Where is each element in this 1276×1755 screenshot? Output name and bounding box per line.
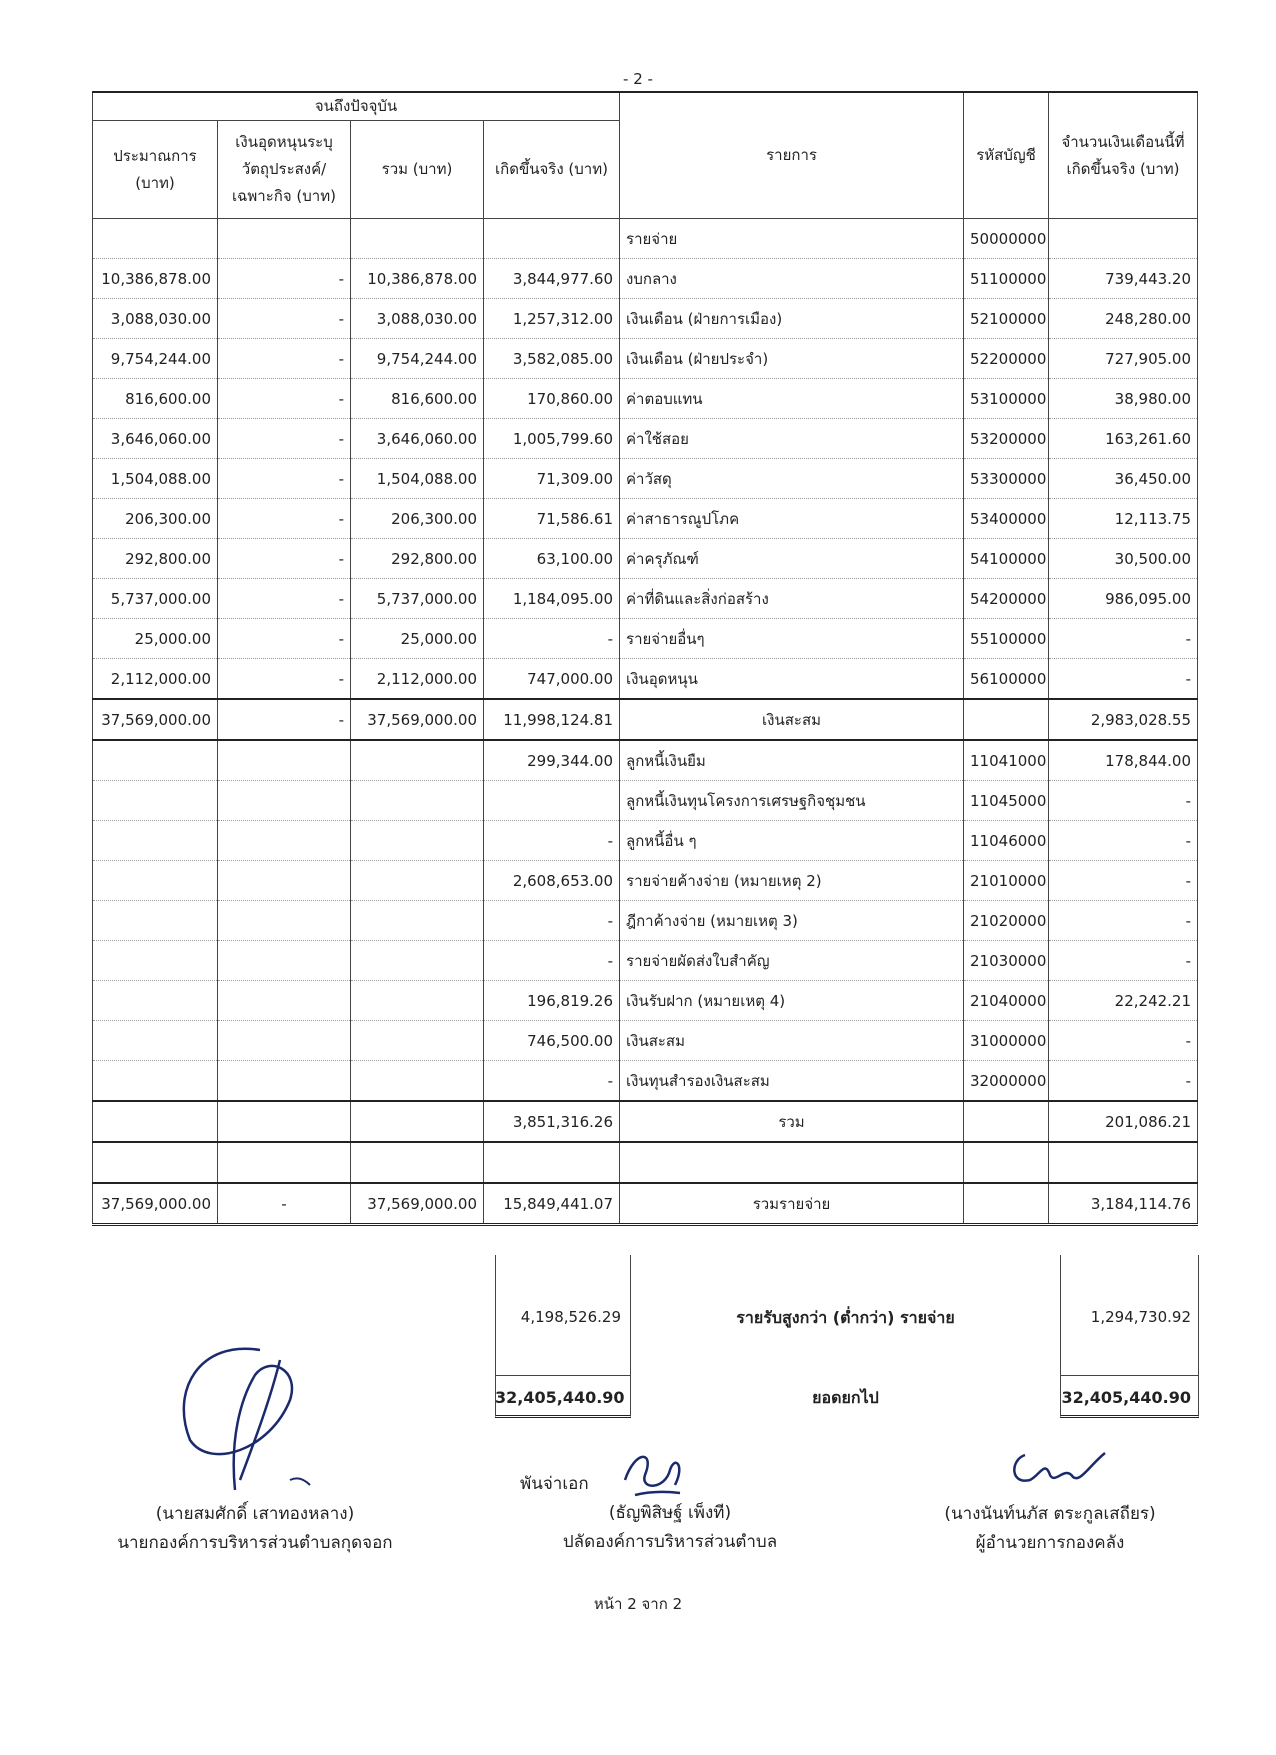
table-cell: 1,504,088.00 bbox=[93, 459, 218, 499]
table-cell: ลูกหนี้อื่น ๆ bbox=[620, 821, 964, 861]
table-cell: 299,344.00 bbox=[484, 740, 620, 781]
table-cell: - bbox=[218, 459, 351, 499]
empty-cell bbox=[93, 1101, 218, 1142]
table-cell: 54100000 bbox=[964, 539, 1049, 579]
table-cell: 3,088,030.00 bbox=[93, 299, 218, 339]
table-cell: 53100000 bbox=[964, 379, 1049, 419]
table-cell: 986,095.00 bbox=[1049, 579, 1198, 619]
table-cell: - bbox=[484, 619, 620, 659]
signature-mark-3 bbox=[1005, 1445, 1115, 1495]
table-cell: - bbox=[1049, 1021, 1198, 1061]
table-cell: ค่าใช้สอย bbox=[620, 419, 964, 459]
signer-2-title: ปลัดองค์การบริหารส่วนตำบล bbox=[562, 1531, 778, 1552]
table-cell: 3,646,060.00 bbox=[93, 419, 218, 459]
header-total: รวม (บาท) bbox=[351, 121, 484, 219]
signature-block-2 bbox=[500, 1470, 840, 1557]
empty-cell bbox=[93, 781, 218, 821]
table-cell: 727,905.00 bbox=[1049, 339, 1198, 379]
table-cell: 71,309.00 bbox=[484, 459, 620, 499]
table-cell: 21030000 bbox=[964, 941, 1049, 981]
table-cell: 11041000 bbox=[964, 740, 1049, 781]
table-cell: 31000000 bbox=[964, 1021, 1049, 1061]
table-cell: เงินทุนสำรองเงินสะสม bbox=[620, 1061, 964, 1102]
table-cell: 9,754,244.00 bbox=[93, 339, 218, 379]
table-cell: - bbox=[1049, 619, 1198, 659]
empty-cell bbox=[93, 219, 218, 259]
expense-table bbox=[92, 91, 1198, 1226]
table-row bbox=[93, 861, 1198, 901]
table-cell: 163,261.60 bbox=[1049, 419, 1198, 459]
table-cell: เงินเดือน (ฝ่ายการเมือง) bbox=[620, 299, 964, 339]
table-cell: 11,998,124.81 bbox=[484, 699, 620, 740]
table-cell: - bbox=[484, 821, 620, 861]
table-cell: ฎีกาค้างจ่าย (หมายเหตุ 3) bbox=[620, 901, 964, 941]
empty-cell bbox=[218, 1021, 351, 1061]
grand-total-row bbox=[93, 1183, 1198, 1225]
empty-cell bbox=[93, 861, 218, 901]
header-item: รายการ bbox=[620, 92, 964, 219]
table-cell: ค่าครุภัณฑ์ bbox=[620, 539, 964, 579]
table-cell: - bbox=[218, 659, 351, 700]
table-cell: เงินสะสม bbox=[620, 1021, 964, 1061]
table-row bbox=[93, 781, 1198, 821]
table-cell: รายจ่ายผัดส่งใบสำคัญ bbox=[620, 941, 964, 981]
table-cell: เงินเดือน (ฝ่ายประจำ) bbox=[620, 339, 964, 379]
table-cell: เงินสะสม bbox=[620, 699, 964, 740]
table-cell: 37,569,000.00 bbox=[351, 699, 484, 740]
table-cell: - bbox=[218, 259, 351, 299]
signature-block-3 bbox=[880, 1500, 1220, 1558]
table-cell: 53400000 bbox=[964, 499, 1049, 539]
empty-cell bbox=[351, 1061, 484, 1102]
surplus-month: 1,294,730.92 bbox=[1090, 1308, 1191, 1326]
table-cell: 51100000 bbox=[964, 259, 1049, 299]
empty-cell bbox=[218, 861, 351, 901]
empty-cell bbox=[93, 941, 218, 981]
table-cell: 3,646,060.00 bbox=[351, 419, 484, 459]
empty-cell bbox=[93, 1061, 218, 1102]
table-cell: 1,184,095.00 bbox=[484, 579, 620, 619]
empty-cell bbox=[93, 1142, 218, 1183]
empty-cell bbox=[484, 781, 620, 821]
table-cell: 54200000 bbox=[964, 579, 1049, 619]
table-cell: - bbox=[218, 539, 351, 579]
table-cell: 178,844.00 bbox=[1049, 740, 1198, 781]
table-row bbox=[93, 740, 1198, 781]
table-cell: 52100000 bbox=[964, 299, 1049, 339]
table-row bbox=[93, 379, 1198, 419]
table-cell: 10,386,878.00 bbox=[93, 259, 218, 299]
table-cell: 21020000 bbox=[964, 901, 1049, 941]
table-cell: 1,504,088.00 bbox=[351, 459, 484, 499]
table-cell: 170,860.00 bbox=[484, 379, 620, 419]
signer-2-name: (ธัญพิสิษฐ์ เพ็งที) bbox=[608, 1502, 732, 1523]
table-cell: 15,849,441.07 bbox=[484, 1183, 620, 1225]
table-cell: รวม bbox=[620, 1101, 964, 1142]
table-cell: 1,005,799.60 bbox=[484, 419, 620, 459]
table-cell: 201,086.21 bbox=[1049, 1101, 1198, 1142]
table-cell: 37,569,000.00 bbox=[351, 1183, 484, 1225]
table-cell: - bbox=[484, 901, 620, 941]
expense-heading-row bbox=[93, 219, 1198, 259]
empty-cell bbox=[351, 821, 484, 861]
table-cell: - bbox=[218, 699, 351, 740]
table-cell: - bbox=[218, 339, 351, 379]
empty-cell bbox=[93, 901, 218, 941]
table-cell: 12,113.75 bbox=[1049, 499, 1198, 539]
page-number: - 2 - bbox=[623, 70, 653, 88]
table-row bbox=[93, 419, 1198, 459]
table-cell: 292,800.00 bbox=[93, 539, 218, 579]
table-cell: ลูกหนี้เงินทุนโครงการเศรษฐกิจชุมชน bbox=[620, 781, 964, 821]
header-estimate: ประมาณการ (บาท) bbox=[93, 121, 218, 219]
signer-3-title: ผู้อำนวยการกองคลัง bbox=[975, 1532, 1125, 1553]
signature-mark-1 bbox=[160, 1330, 340, 1500]
table-row bbox=[93, 499, 1198, 539]
table-cell: 71,586.61 bbox=[484, 499, 620, 539]
empty-cell bbox=[964, 1183, 1049, 1225]
empty-cell bbox=[351, 1101, 484, 1142]
empty-cell bbox=[93, 740, 218, 781]
table-row bbox=[93, 901, 1198, 941]
table-row bbox=[93, 941, 1198, 981]
table-cell: 25,000.00 bbox=[93, 619, 218, 659]
table-cell: 248,280.00 bbox=[1049, 299, 1198, 339]
table-cell: 5,737,000.00 bbox=[93, 579, 218, 619]
empty-cell bbox=[93, 1021, 218, 1061]
empty-cell bbox=[93, 821, 218, 861]
table-cell: 25,000.00 bbox=[351, 619, 484, 659]
table-cell: 11045000 bbox=[964, 781, 1049, 821]
table-cell: 816,600.00 bbox=[351, 379, 484, 419]
empty-cell bbox=[218, 781, 351, 821]
empty-cell bbox=[218, 219, 351, 259]
table-row bbox=[93, 459, 1198, 499]
table-cell: 2,112,000.00 bbox=[351, 659, 484, 700]
table-cell: - bbox=[1049, 1061, 1198, 1102]
table-cell: 37,569,000.00 bbox=[93, 699, 218, 740]
table-row bbox=[93, 1061, 1198, 1102]
table-cell: 3,851,316.26 bbox=[484, 1101, 620, 1142]
table-cell: - bbox=[484, 941, 620, 981]
page-footer: หน้า 2 จาก 2 bbox=[593, 1595, 683, 1613]
empty-cell bbox=[218, 821, 351, 861]
table-cell: 2,112,000.00 bbox=[93, 659, 218, 700]
table-cell: 9,754,244.00 bbox=[351, 339, 484, 379]
empty-cell bbox=[218, 941, 351, 981]
table-cell: 746,500.00 bbox=[484, 1021, 620, 1061]
signer-3-name: (นางนันท์นภัส ตระกูลเสถียร) bbox=[944, 1504, 1156, 1524]
signer-2-rank: พันจ่าเอก bbox=[520, 1474, 589, 1494]
table-cell: 3,844,977.60 bbox=[484, 259, 620, 299]
table-cell: 53300000 bbox=[964, 459, 1049, 499]
table-cell: - bbox=[218, 379, 351, 419]
empty-cell bbox=[93, 981, 218, 1021]
table-cell: 3,184,114.76 bbox=[1049, 1183, 1198, 1225]
header-to-date: จนถึงปัจจุบัน bbox=[93, 92, 620, 121]
table-cell: ค่าวัสดุ bbox=[620, 459, 964, 499]
carry-forward-month: 32,405,440.90 bbox=[1061, 1388, 1191, 1407]
empty-cell bbox=[218, 1142, 351, 1183]
table-cell: - bbox=[218, 1183, 351, 1225]
table-cell: 2,608,653.00 bbox=[484, 861, 620, 901]
surplus-divider-right bbox=[1060, 1375, 1199, 1376]
empty-cell bbox=[1049, 1142, 1198, 1183]
table-cell: 5,737,000.00 bbox=[351, 579, 484, 619]
table-cell: 3,088,030.00 bbox=[351, 299, 484, 339]
empty-cell bbox=[351, 1142, 484, 1183]
table-row bbox=[93, 259, 1198, 299]
surplus-label: รายรับสูงกว่า (ต่ำกว่า) รายจ่าย bbox=[736, 1308, 955, 1327]
table-row bbox=[93, 539, 1198, 579]
table-row bbox=[93, 1021, 1198, 1061]
table-cell: 206,300.00 bbox=[93, 499, 218, 539]
empty-cell bbox=[484, 219, 620, 259]
table-cell: - bbox=[1049, 861, 1198, 901]
table-cell: 196,819.26 bbox=[484, 981, 620, 1021]
header-this-month: จำนวนเงินเดือนนี้ที่เกิดขึ้นจริง (บาท) bbox=[1049, 92, 1198, 219]
table-cell: 22,242.21 bbox=[1049, 981, 1198, 1021]
table-cell: 21040000 bbox=[964, 981, 1049, 1021]
table-cell: ลูกหนี้เงินยืม bbox=[620, 740, 964, 781]
table-cell: รายจ่ายอื่นๆ bbox=[620, 619, 964, 659]
table-cell: 3,582,085.00 bbox=[484, 339, 620, 379]
table-row bbox=[93, 619, 1198, 659]
empty-cell bbox=[964, 1101, 1049, 1142]
table-cell: 32000000 bbox=[964, 1061, 1049, 1102]
expense-heading-label: รายจ่าย bbox=[620, 219, 964, 259]
table-cell: 53200000 bbox=[964, 419, 1049, 459]
empty-cell bbox=[620, 1142, 964, 1183]
signature-block-1 bbox=[85, 1500, 425, 1558]
table-row bbox=[93, 981, 1198, 1021]
table-cell: 30,500.00 bbox=[1049, 539, 1198, 579]
signer-1-name: (นายสมศักดิ์ เสาทองหลาง) bbox=[155, 1504, 355, 1524]
table-cell: - bbox=[218, 579, 351, 619]
surplus-actual: 4,198,526.29 bbox=[520, 1308, 621, 1326]
empty-cell bbox=[218, 901, 351, 941]
table-cell: รวมรายจ่าย bbox=[620, 1183, 964, 1225]
table-row bbox=[93, 299, 1198, 339]
table-cell: ค่าที่ดินและสิ่งก่อสร้าง bbox=[620, 579, 964, 619]
empty-cell bbox=[1049, 219, 1198, 259]
empty-cell bbox=[351, 781, 484, 821]
empty-cell bbox=[964, 1142, 1049, 1183]
header-actual: เกิดขึ้นจริง (บาท) bbox=[484, 121, 620, 219]
table-row bbox=[93, 821, 1198, 861]
table-cell: - bbox=[218, 419, 351, 459]
table-cell: 747,000.00 bbox=[484, 659, 620, 700]
header-subsidy: เงินอุดหนุนระบุวัตถุประสงค์/เฉพาะกิจ (บาท) bbox=[218, 121, 351, 219]
empty-cell bbox=[351, 901, 484, 941]
empty-cell bbox=[484, 1142, 620, 1183]
table-cell: 2,983,028.55 bbox=[1049, 699, 1198, 740]
table-cell: เงินอุดหนุน bbox=[620, 659, 964, 700]
other-total-row bbox=[93, 1101, 1198, 1142]
empty-cell bbox=[351, 861, 484, 901]
empty-cell bbox=[218, 981, 351, 1021]
table-cell: 38,980.00 bbox=[1049, 379, 1198, 419]
empty-cell bbox=[351, 219, 484, 259]
table-row bbox=[93, 339, 1198, 379]
table-row bbox=[93, 579, 1198, 619]
table-cell: - bbox=[1049, 941, 1198, 981]
header-account-code: รหัสบัญชี bbox=[964, 92, 1049, 219]
table-cell: 63,100.00 bbox=[484, 539, 620, 579]
empty-cell bbox=[351, 740, 484, 781]
table-cell: 816,600.00 bbox=[93, 379, 218, 419]
table-cell: 11046000 bbox=[964, 821, 1049, 861]
table-cell: 739,443.20 bbox=[1049, 259, 1198, 299]
table-cell: 10,386,878.00 bbox=[351, 259, 484, 299]
table-cell: - bbox=[1049, 901, 1198, 941]
expense-total-row bbox=[93, 699, 1198, 740]
empty-row bbox=[93, 1142, 1198, 1183]
table-cell: - bbox=[1049, 781, 1198, 821]
table-cell: 206,300.00 bbox=[351, 499, 484, 539]
table-cell: 55100000 bbox=[964, 619, 1049, 659]
table-cell: 1,257,312.00 bbox=[484, 299, 620, 339]
empty-cell bbox=[351, 981, 484, 1021]
table-cell: ค่าสาธารณูปโภค bbox=[620, 499, 964, 539]
surplus-divider-left bbox=[495, 1375, 631, 1376]
table-cell: - bbox=[218, 299, 351, 339]
table-cell: รายจ่ายค้างจ่าย (หมายเหตุ 2) bbox=[620, 861, 964, 901]
carry-forward-label: ยอดยกไป bbox=[812, 1388, 879, 1407]
empty-cell bbox=[218, 1061, 351, 1102]
table-cell: ค่าตอบแทน bbox=[620, 379, 964, 419]
carry-forward-actual: 32,405,440.90 bbox=[495, 1388, 625, 1407]
table-row bbox=[93, 659, 1198, 700]
table-cell: 21010000 bbox=[964, 861, 1049, 901]
table-cell: 52200000 bbox=[964, 339, 1049, 379]
empty-cell bbox=[351, 1021, 484, 1061]
table-cell: 37,569,000.00 bbox=[93, 1183, 218, 1225]
table-cell: 36,450.00 bbox=[1049, 459, 1198, 499]
empty-cell bbox=[351, 941, 484, 981]
empty-cell bbox=[964, 699, 1049, 740]
expense-heading-code: 50000000 bbox=[964, 219, 1049, 259]
table-cell: 56100000 bbox=[964, 659, 1049, 700]
table-cell: - bbox=[218, 499, 351, 539]
table-cell: เงินรับฝาก (หมายเหตุ 4) bbox=[620, 981, 964, 1021]
empty-cell bbox=[218, 740, 351, 781]
table-cell: - bbox=[484, 1061, 620, 1102]
table-cell: - bbox=[1049, 821, 1198, 861]
table-cell: - bbox=[1049, 659, 1198, 700]
table-cell: งบกลาง bbox=[620, 259, 964, 299]
empty-cell bbox=[218, 1101, 351, 1142]
table-cell: 292,800.00 bbox=[351, 539, 484, 579]
signer-1-title: นายกองค์การบริหารส่วนตำบลกุดจอก bbox=[117, 1532, 393, 1553]
table-cell: - bbox=[218, 619, 351, 659]
